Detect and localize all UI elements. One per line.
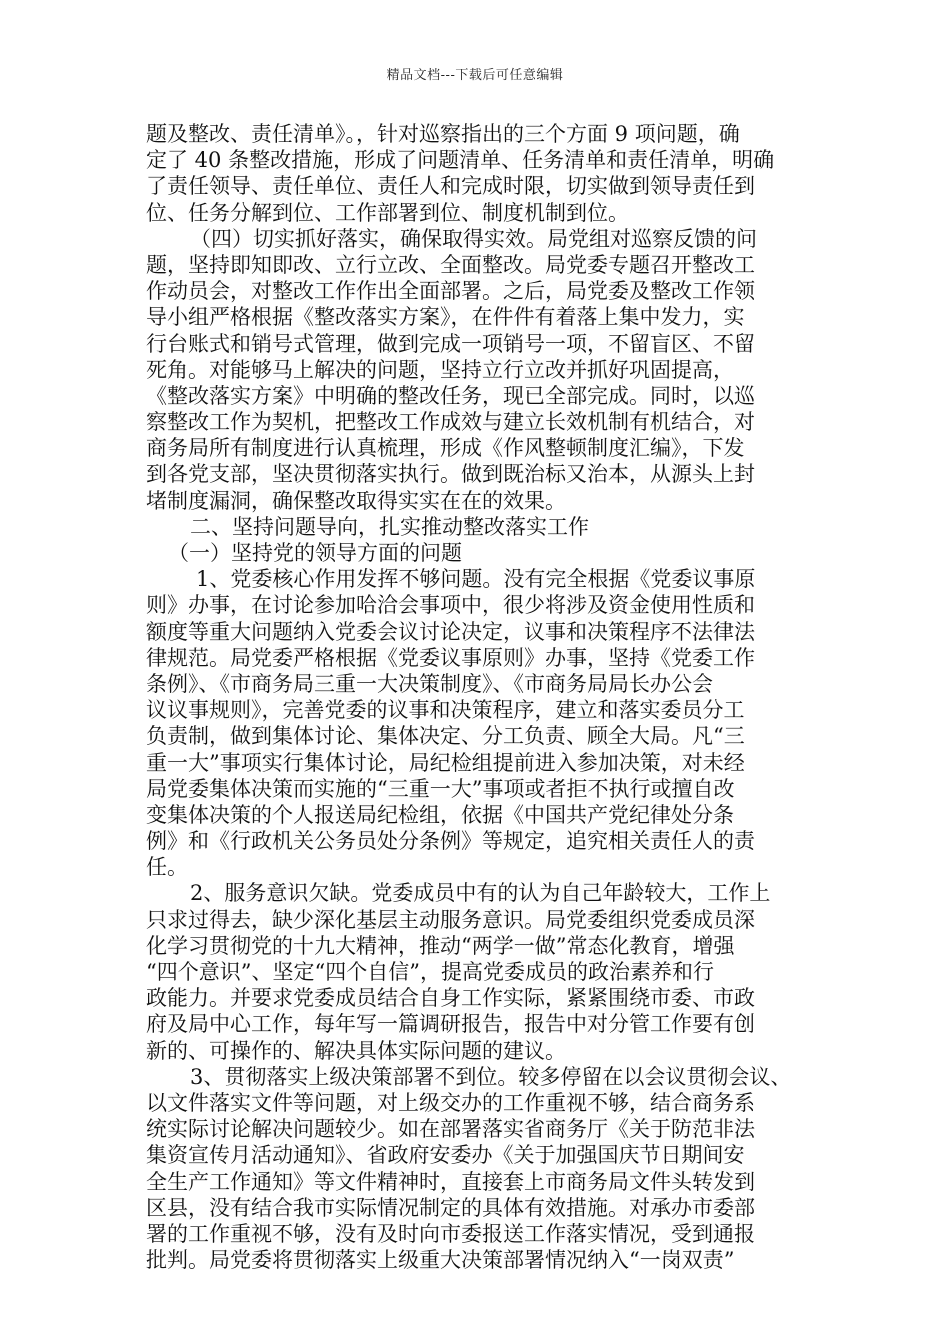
text-line: 行台账式和销号式管理，做到完成一项销号一项，不留盲区、不留: [146, 331, 755, 356]
text-line: 变集体决策的个人报送局纪检组，依据《中国共产党纪律处分条: [146, 802, 734, 827]
text-line: 条例》、《市商务局三重一大决策制度》、《市商务局局长办公会: [146, 671, 713, 696]
text-line: 定了 40 条整改措施，形成了问题清单、任务清单和责任清单，明确: [146, 148, 775, 173]
text-line: 以文件落实文件等问题，对上级交办的工作重视不够，结合商务系: [146, 1090, 755, 1115]
text-line: 题，坚持即知即改、立行立改、全面整改。局党委专题召开整改工: [146, 252, 755, 277]
text-line: 额度等重大问题纳入党委会议讨论决定，议事和决策程序不法律法: [146, 619, 755, 644]
text-line: 题及整改、责任清单》。，针对巡察指出的三个方面 9 项问题，确: [146, 122, 740, 146]
text-line: 到各党支部，坚决贯彻落实执行。做到既治标又治本，从源头上封: [146, 462, 755, 487]
text-line: 区县，没有结合我市实际情况制定的具体有效措施。对承办市委部: [146, 1195, 755, 1220]
text-line: （四）切实抓好落实，确保取得实效。局党组对巡察反馈的问: [190, 226, 757, 251]
text-line: 作动员会，对整改工作作出全面部署。之后，局党委及整改工作领: [146, 279, 755, 304]
text-line: 统实际讨论解决问题较少。如在部署落实省商务厅《关于防范非法: [146, 1117, 755, 1142]
text-line: 议议事规则》，完善党委的议事和决策程序，建立和落实委员分工: [146, 698, 745, 723]
text-line: 局党委集体决策而实施的“三重一大”事项或者拒不执行或擅自改: [146, 776, 735, 801]
text-line: 死角。对能够马上解决的问题，坚持立行立改并抓好巩固提高，: [146, 357, 734, 382]
text-line: 府及局中心工作，每年写一篇调研报告，报告中对分管工作要有创: [146, 1012, 755, 1037]
text-line: （一）坚持党的领导方面的问题: [168, 541, 462, 565]
text-line: 3、贯彻落实上级决策部署不到位。较多停留在以会议贯彻会议、: [190, 1064, 792, 1089]
document-body: [146, 121, 810, 1273]
text-line: 新的、可操作的、解决具体实际问题的建议。: [146, 1038, 566, 1063]
text-line: 导小组严格根据《整改落实方案》，在件件有着落上集中发力，实: [146, 305, 745, 330]
text-line: 集资宣传月活动通知》、省政府安委办《关于加强国庆节日期间安: [146, 1143, 745, 1168]
text-line: 政能力。并要求党委成员结合自身工作实际，紧紧围绕市委、市政: [146, 986, 755, 1011]
text-line: 察整改工作为契机，把整改工作成效与建立长效机制有机结合，对: [146, 410, 755, 435]
text-line: 则》办事，在讨论参加哈洽会事项中，很少将涉及资金使用性质和: [146, 593, 755, 618]
text-line: 负责制，做到集体讨论、集体决定、分工负责、顾全大局。凡“三: [146, 724, 745, 749]
text-line: “四个意识”、坚定“四个自信”，提高党委成员的政治素养和行: [146, 960, 714, 984]
text-line: 商务局所有制度进行认真梳理，形成《作风整顿制度汇编》，下发: [146, 436, 745, 461]
text-line: 署的工作重视不够，没有及时向市委报送工作落实情况，受到通报: [146, 1221, 755, 1246]
text-line: 堵制度漏洞，确保整改取得实实在在的效果。: [146, 488, 566, 513]
text-line: 了责任领导、责任单位、责任人和完成时限，切实做到领导责任到: [146, 174, 755, 199]
text-line: 全生产工作通知》等文件精神时，直接套上市商务局文件头转发到: [146, 1169, 755, 1194]
text-line: 化学习贯彻党的十九大精神，推动“两学一做”常态化教育，增强: [146, 933, 735, 958]
text-line: 1、党委核心作用发挥不够问题。没有完全根据《党委议事原: [196, 567, 756, 592]
text-line: 《整改落实方案》中明确的整改任务，现已全部完成。同时，以巡: [146, 383, 755, 408]
text-line: 任。: [146, 855, 188, 880]
text-line: 位、任务分解到位、工作部署到位、制度机制到位。: [146, 200, 629, 225]
text-line: 2、服务意识欠缺。党委成员中有的认为自己年龄较大，工作上: [190, 881, 771, 906]
page-header: 精品文档---下载后可任意编辑: [386, 68, 564, 83]
text-line: 例》和《行政机关公务员处分条例》等规定，追究相关责任人的责: [146, 829, 755, 854]
text-line: 批判。局党委将贯彻落实上级重大决策部署情况纳入“一岗双责”: [146, 1248, 735, 1273]
text-line: 只求过得去，缺少深化基层主动服务意识。局党委组织党委成员深: [146, 907, 755, 932]
text-line: 重一大”事项实行集体讨论，局纪检组提前进入参加决策，对未经: [146, 750, 745, 775]
text-line: 律规范。局党委严格根据《党委议事原则》办事，坚持《党委工作: [146, 645, 755, 670]
text-line: 二、坚持问题导向，扎实推动整改落实工作: [190, 514, 589, 539]
